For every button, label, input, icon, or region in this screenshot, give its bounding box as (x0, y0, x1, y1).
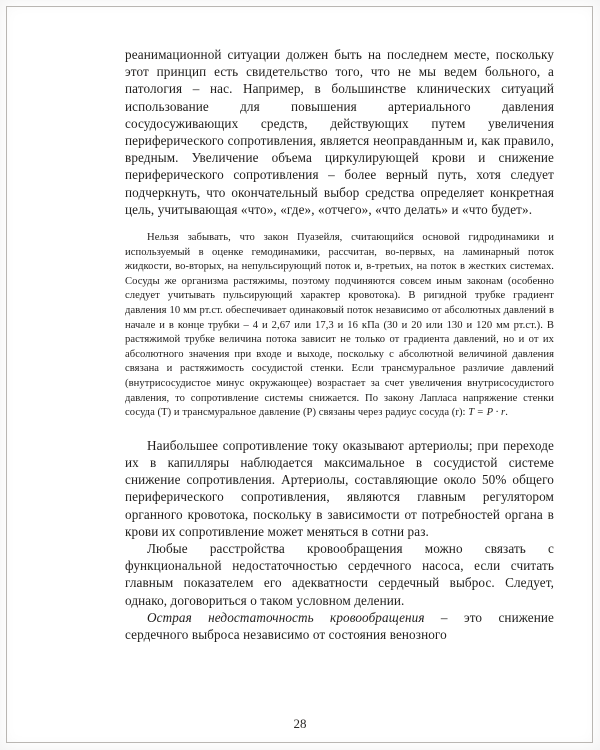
text-segment: – это снижение сердечного выброса независимо от состояния венозного (125, 609, 554, 642)
paragraph (125, 540, 554, 609)
text-segment: . (505, 407, 508, 419)
text-segment: Наибольшее сопротивление току оказывают артериолы; при переходе их в капилляры наблюдается максимальное в сосудистой системе снижение сопротивления. Артериолы, составляющие около 50% общего периферического сопротивления, являются главным регулятором органного кровотока, поскольку в зависимости от потребностей органа в крови их сопротивление может меняться в сотни раз. (125, 437, 554, 539)
text-column (125, 46, 554, 643)
paragraph (125, 46, 554, 218)
text-segment: реанимационной ситуации должен быть на последнем месте, поскольку этот принцип есть свидетельство того, что не мы ведем больного, а патология – нас. Например, в большинстве клинических ситуаций использование для повышения артериального давления сосудосуживающих средств, действующих путем увеличения периферического сопротивления, является неоправданным и, как правило, вредным. Увеличение объема циркулирующей крови и снижение периферического сопротивления – более верный путь, хотя следует подчеркнуть, что окончательный выбор средства определяет конкретная цель, учитывающая «что», «где», «отчего», «что делать» и «что будет». (125, 47, 554, 217)
paragraph (125, 609, 554, 643)
italic-text-segment: Острая недостаточность кровообращения (147, 609, 425, 625)
paragraph (125, 437, 554, 540)
italic-text-segment: T = P · r (468, 407, 506, 419)
page-number: 28 (293, 716, 307, 731)
text-segment: Любые расстройства кровообращения можно связать с функциональной недостаточностью сердечного насоса, если считать главным показателем его адекватности сердечный выброс. Следует, однако, договориться о таком условном делении. (125, 540, 554, 608)
text-segment: Нельзя забывать, что закон Пуазейля, считающийся основой гидродинамики и используемый в оценке гемодинамики, рассчитан, во-первых, на ламинарный поток жидкости, во-вторых, на непульсирующий поток и, в-третьих, на поток в жестких системах. Сосуды же организма растяжимы, поэтому подчиняются совсем иным законам (особенно следует учитывать пульсирующий характер кровотока). В ригидной трубке градиент давления 10 мм рт.ст. обеспечивает одинаковый поток независимо от абсолютных давлений в начале и в конце трубки – 4 и 2,67 или 17,3 и 16 кПа (30 и 20 или 130 и 120 мм рт.ст.). В растяжимой трубке величина потока зависит не только от градиента давлений, но и от их абсолютного значения при входе и выходе, поскольку с абсолютной величиной давления связана и растяжимость сосудистой стенки. Если трансмуральное различие давлений (внутрисосудистое минус окружающее) возрастает за счет увеличения внутрисосудистого давления, то сопротивление системы снижается. По закону Лапласа напряжение стенки сосуда (Т) и трансмуральное давление (Р) связаны через радиус сосуда (r): (125, 232, 554, 419)
paragraph (125, 231, 554, 421)
